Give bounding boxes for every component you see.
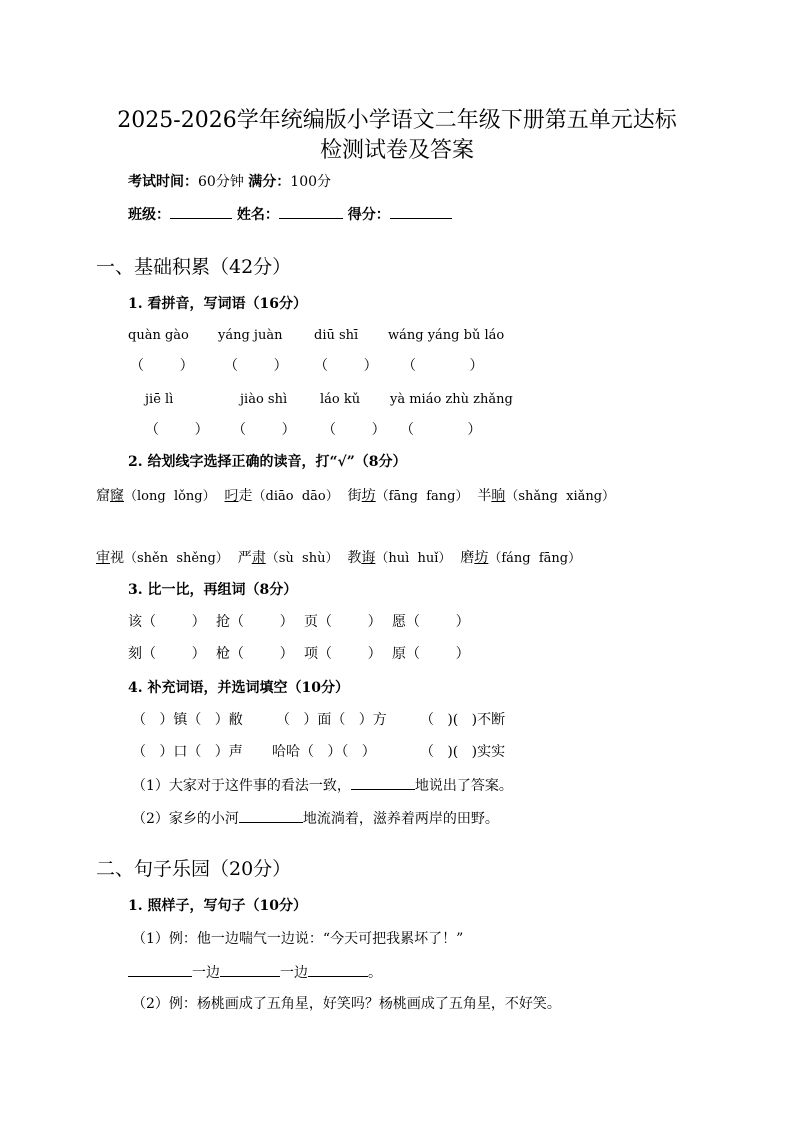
idiom-fill[interactable]: （ ）面（ ）方 [276,712,387,728]
exam-meta [128,172,331,192]
reading-options[interactable]: （huì huǐ） [375,551,452,566]
reading-item: 半晌（shǎng xiǎng） [477,488,616,504]
time-label: 考试时间： [128,174,198,190]
compare-item[interactable]: 页（ ） [304,614,382,630]
class-field[interactable] [170,204,232,219]
exam-title-line2: 检测试卷及答案 [319,138,474,163]
time-value: 60分钟 [198,174,244,190]
compare-item[interactable]: 原（ ） [392,646,470,662]
compare-item[interactable]: 枪（ ） [216,646,294,662]
reading-item: 教诲（huì huǐ） [347,550,452,566]
idiom-fill[interactable]: （ ）口（ ）声 [132,744,243,760]
reading-item: 窟窿（long lǒng） [96,488,216,504]
idiom-fill[interactable]: 哈哈（ ）（ ） [272,744,376,760]
fill-sentence-2: （2）家乡的小河 地流淌着，滋养着两岸的田野。 [132,808,499,829]
answer-paren-2[interactable]: （ ） [224,358,288,374]
result-field[interactable] [390,204,452,219]
s2-q1-title: 1. 照样子，写句子（10分） [128,898,307,914]
answer-paren-5[interactable]: （ ） [145,422,209,438]
q3-title: 3. 比一比，再组词（8分） [128,582,298,598]
section1-heading: 一、基础积累（42分） [96,256,292,278]
pinyin-4: wáng yáng bǔ láo [388,328,505,343]
compare-item[interactable]: 项（ ） [304,646,382,662]
reading-options[interactable]: （fāng fang） [375,489,469,504]
idiom-fill[interactable]: （ ）镇（ ）敝 [132,712,243,728]
compare-item[interactable]: 愿（ ） [392,614,470,630]
compare-item[interactable]: 抢（ ） [216,614,294,630]
reading-choice-row2 [96,548,581,569]
sentence-blank[interactable] [239,808,303,823]
reading-options[interactable]: （long lǒng） [124,489,216,504]
name-field[interactable] [279,204,343,219]
answer-paren-4[interactable]: （ ） [402,358,484,374]
answer-paren-6[interactable]: （ ） [232,422,296,438]
pinyin-1: quàn gào [128,328,189,343]
q4-title: 4. 补充词语，并选词填空（10分） [128,680,349,696]
section2-heading: 二、句子乐园（20分） [96,858,292,880]
reading-options[interactable]: （fáng fāng） [488,551,582,566]
idiom-fill[interactable]: （ )( )实实 [420,744,506,760]
reading-item: 磨坊（fáng fāng） [460,550,582,566]
example-sentence-2: （2）例：杨桃画成了五角星，好笑吗？杨桃画成了五角星，不好笑。 [132,996,561,1012]
compare-item[interactable]: 刻（ ） [128,646,206,662]
reading-options[interactable]: （shǎng xiǎng） [505,489,616,504]
idiom-fill[interactable]: （ )( )不断 [420,712,506,728]
pinyin-6: jiào shì [240,392,288,407]
pinyin-3: diū shī [314,328,359,343]
reading-item: 叼走（diāo dāo） [224,488,339,504]
score-value: 100分 [290,174,332,190]
exam-title-line1: 2025-2026学年统编版小学语文二年级下册第五单元达标 [117,108,677,133]
q1-title: 1. 看拼音，写词语（16分） [128,296,307,312]
pinyin-5: jiē lì [145,392,174,407]
answer-paren-7[interactable]: （ ） [322,422,386,438]
reading-options[interactable]: （sù shù） [265,551,339,566]
score-label: 满分： [248,174,291,190]
compare-item[interactable]: 该（ ） [128,614,206,630]
student-info [128,204,452,225]
answer-paren-1[interactable]: （ ） [130,358,194,374]
example-sentence-1: （1）例：他一边喘气一边说：“今天可把我累坏了！” [132,931,464,947]
reading-item: 街坊（fāng fang） [347,488,469,504]
pinyin-8: yà miáo zhù zhǎng [390,392,513,407]
fill-sentence-1: （1）大家对于这件事的看法一致， 地说出了答案。 [132,775,513,796]
reading-choice-row1 [96,486,615,507]
pinyin-7: láo kǔ [320,392,361,407]
answer-paren-3[interactable]: （ ） [314,358,378,374]
sentence-blank[interactable] [308,962,368,977]
reading-options[interactable]: （diāo dāo） [252,489,339,504]
result-label: 得分： [347,207,390,223]
class-label: 班级： [128,207,170,223]
q2-title: 2. 给划线字选择正确的读音，打“√”（8分） [128,454,407,470]
sentence-blank[interactable] [351,775,415,790]
sentence-template: 一边 一边 。 [128,962,382,983]
reading-item: 审视（shěn shěng） [96,550,229,566]
reading-item: 严肃（sù shù） [237,550,339,566]
name-label: 姓名： [236,207,279,223]
answer-paren-8[interactable]: （ ） [400,422,482,438]
pinyin-2: yáng juàn [218,328,283,343]
reading-options[interactable]: （shěn shěng） [124,551,229,566]
sentence-blank[interactable] [220,962,280,977]
sentence-blank[interactable] [128,962,192,977]
